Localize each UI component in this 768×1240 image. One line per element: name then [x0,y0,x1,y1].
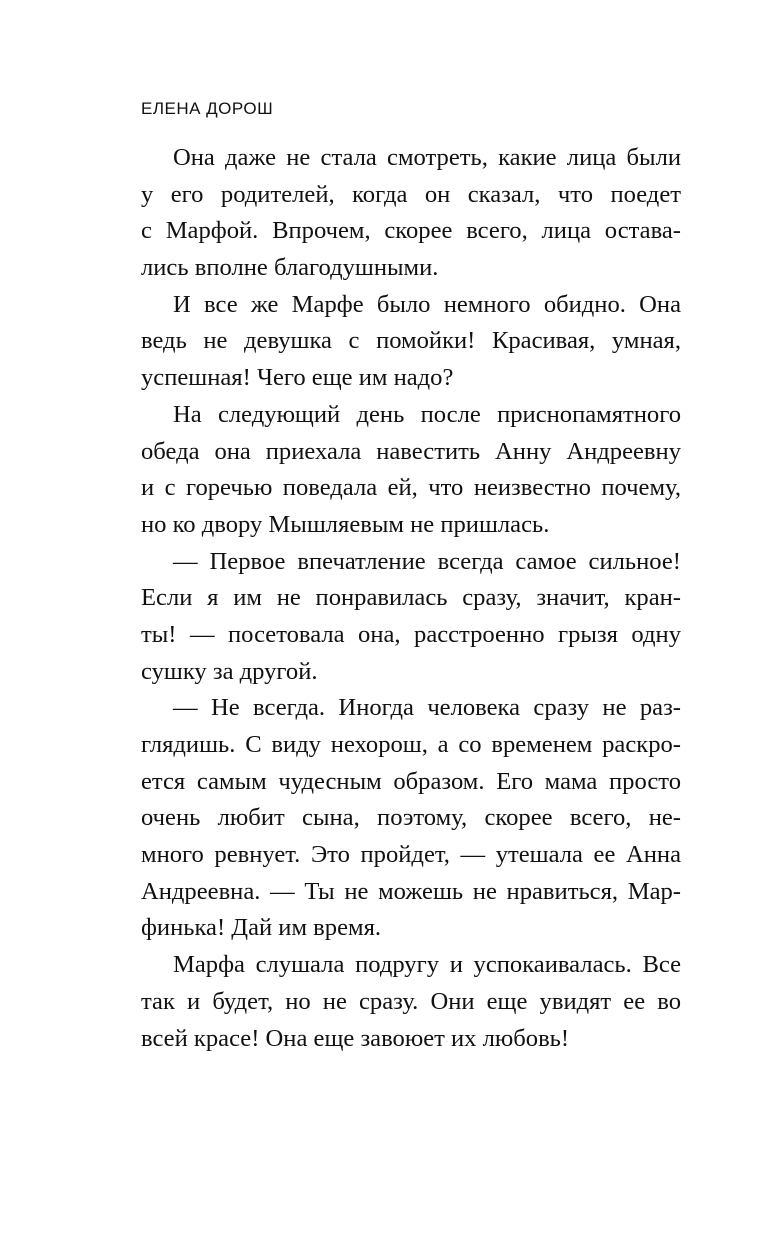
text-line: — Первое впечатление всегда самое сильное! [173,547,681,575]
text-line: и с горечью поведала ей, что неизвестно почему, [141,474,681,502]
text-line: — Не всегда. Иногда человека сразу не раз- [173,694,681,722]
text-line: сушку за другой. [141,657,318,685]
paragraph [141,544,681,691]
paragraph [141,947,681,1057]
text-line: Если я им не понравилась сразу, значит, кран- [141,584,681,612]
paragraph [141,287,681,397]
text-line: очень любит сына, поэтому, скорее всего, не- [141,804,681,832]
running-head-author: ЕЛЕНА ДОРОШ [141,99,274,118]
text-line: На следующий день после приснопамятного [173,400,681,428]
text-line: успешная! Чего еще им надо? [141,364,454,392]
paragraph [141,140,681,287]
text-line: ты! — посетовала она, расстроенно грызя одну [141,620,681,648]
text-line: много ревнует. Это пройдет, — утешала ее Анна [141,841,681,869]
text-line: так и будет, но не сразу. Они еще увидят ее во [141,987,681,1015]
paragraph [141,397,681,544]
text-line: финька! Дай им время. [141,914,382,942]
paragraph [141,690,681,947]
text-line: ется самым чудесным образом. Его мама просто [141,767,681,795]
text-line: Андреевна. — Ты не можешь не нравиться, Мар- [141,877,681,905]
text-line: но ко двору Мышляевым не пришлась. [141,510,550,538]
text-line: лись вполне благодушными. [141,254,439,282]
text-line: Марфа слушала подругу и успокаивалась. Все [173,951,681,979]
text-line: с Марфой. Впрочем, скорее всего, лица остава- [141,217,681,245]
text-line: ведь не девушка с помойки! Красивая, умная, [141,327,681,355]
text-line: у его родителей, когда он сказал, что поедет [141,180,681,208]
text-line: И все же Марфе было немного обидно. Она [173,290,681,318]
text-line: обеда она приехала навестить Анну Андреевну [141,437,681,465]
text-line: Она даже не стала смотреть, какие лица были [173,144,681,171]
text-line: глядишь. С виду нехорош, а со временем раскро- [141,731,681,758]
text-line: всей красе! Она еще завоюет их любовь! [141,1024,570,1052]
body-text [141,140,681,1057]
